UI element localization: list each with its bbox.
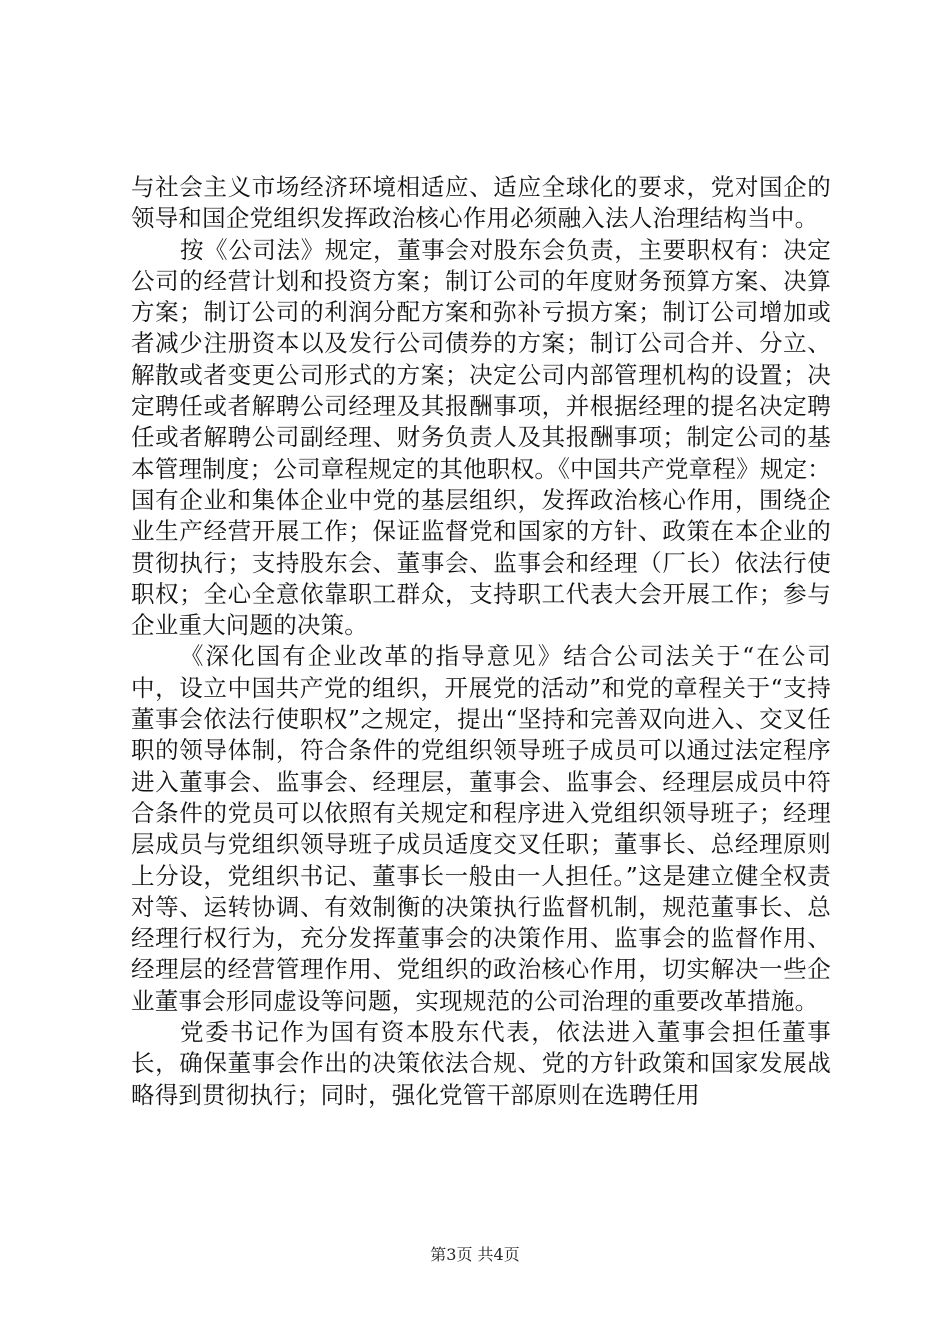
paragraph-2: 按《公司法》规定，董事会对股东会负责，主要职权有：决定公司的经营计划和投资方案；制订公司的年度财务预算方案、决算方案；制订公司的利润分配方案和弥补亏损方案；制订公司增加或者减少注册资本以及发行公司债券的方案；制订公司合并、分立、解散或者变更公司形式的方案；决定公司内部管理机构的设置；决定聘任或者解聘公司经理及其报酬事项，并根据经理的提名决定聘任或者解聘公司副经理、财务负责人及其报酬事项；制定公司的基本管理制度；公司章程规定的其他职权。《中国共产党章程》规定：国有企业和集体企业中党的基层组织，发挥政治核心作用，围绕企业生产经营开展工作；保证监督党和国家的方针、政策在本企业的贯彻执行；支持股东会、董事会、监事会和经理（厂长）依法行使职权；全心全意依靠职工群众，支持职工代表大会开展工作；参与企业重大问题的决策。: [131, 235, 831, 640]
paragraph-3: 《深化国有企业改革的指导意见》结合公司法关于“在公司中，设立中国共产党的组织，开展党的活动”和党的章程关于“支持董事会依法行使职权”之规定，提出“坚持和完善双向进入、交叉任职的领导体制，符合条件的党组织领导班子成员可以通过法定程序进入董事会、监事会、经理层，董事会、监事会、经理层成员中符合条件的党员可以依照有关规定和程序进入党组织领导班子；经理层成员与党组织领导班子成员适度交叉任职；董事长、总经理原则上分设，党组织书记、董事长一般由一人担任。”这是建立健全权责对等、运转协调、有效制衡的决策执行监督机制，规范董事长、总经理行权行为，充分发挥董事会的决策作用、监事会的监督作用、经理层的经营管理作用、党组织的政治核心作用，切实解决一些企业董事会形同虚设等问题，实现规范的公司治理的重要改革措施。: [131, 642, 831, 1015]
paragraph-1: 与社会主义市场经济环境相适应、适应全球化的要求，党对国企的领导和国企党组织发挥政治核心作用必须融入法人治理结构当中。: [131, 173, 831, 233]
paragraph-4: 党委书记作为国有资本股东代表，依法进入董事会担任董事长，确保董事会作出的决策依法合规、党的方针政策和国家发展战略得到贯彻执行；同时，强化党管干部原则在选聘任用: [131, 1018, 831, 1109]
document-body: [131, 172, 831, 1111]
page-number-footer: 第3页 共4页: [430, 1245, 520, 1264]
